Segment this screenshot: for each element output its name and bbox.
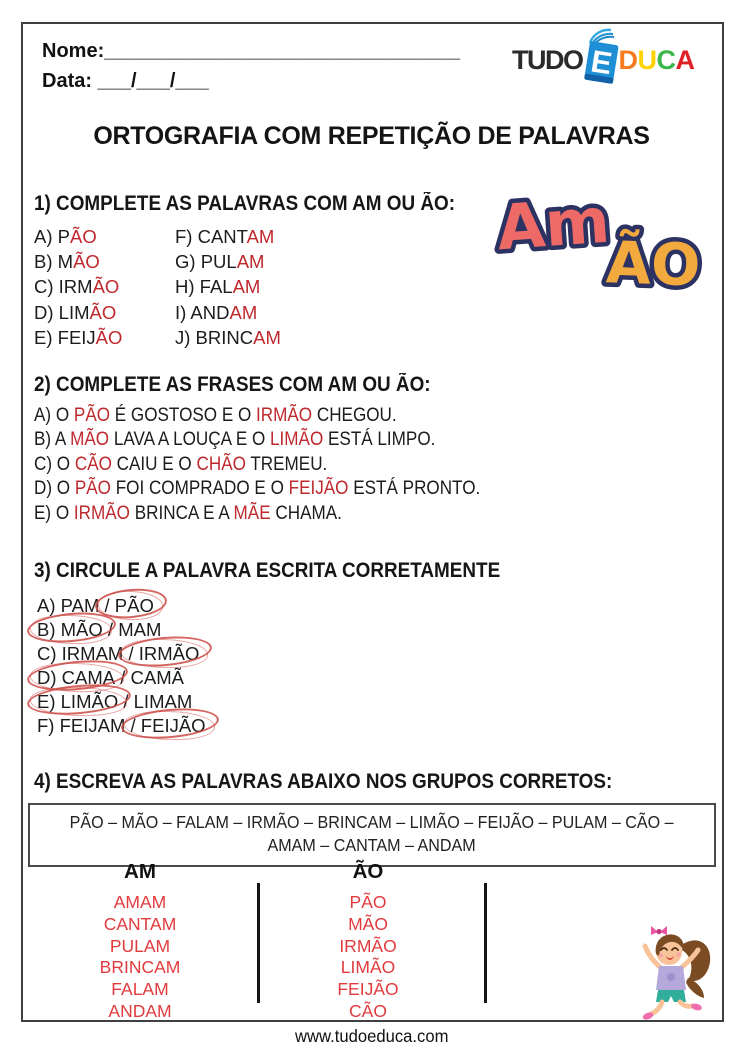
section1-left-column [34, 224, 122, 350]
answer-word: LIMÃO [340, 957, 396, 978]
word-completion-item [175, 274, 281, 299]
sentence-segment: CÃO [74, 453, 112, 475]
sentence-segment: É GOSTOSO E O [110, 405, 257, 426]
sentence-segment: CAIU E O [111, 453, 197, 475]
section3-heading: 3) CIRCULE A PALAVRA ESCRITA CORRETAMENTE [34, 559, 501, 582]
pair-text: A) PAM [37, 595, 105, 616]
answer-word: ANDAM [108, 1000, 172, 1021]
sentence-segment: D) O [34, 478, 75, 500]
website-footer [0, 1026, 743, 1047]
word-ending: AM [232, 276, 261, 298]
word-pair-item [37, 618, 206, 642]
sentence [34, 453, 530, 477]
answer-word: BRINCAM [99, 957, 181, 978]
sentence-segment: FOI COMPRADO E O [110, 478, 289, 500]
logo-letter: U [637, 44, 657, 75]
book-icon [579, 28, 625, 86]
decor-am-text: Am [494, 183, 613, 265]
word-ending: AM [236, 251, 265, 273]
pair-text: / MAM [102, 619, 162, 641]
circled-word: D) CAMA [37, 667, 116, 689]
sentence-text [34, 428, 435, 452]
word-ending: ÃO [92, 276, 120, 298]
group-column-am [55, 860, 225, 1023]
logo-word-duca [619, 45, 695, 76]
logo-letter: A [675, 44, 695, 75]
sentence-segment: PÃO [74, 478, 111, 500]
answer-word: FALAM [111, 979, 169, 1000]
word-stem: F) CANT [175, 226, 247, 247]
answer-word: CANTAM [103, 913, 177, 934]
word-stem: I) AND [175, 301, 230, 323]
group-header: ÃO [352, 860, 384, 883]
word-ending: AM [229, 301, 258, 323]
sentence [34, 502, 530, 526]
name-blank-line: ________________________________ [104, 40, 461, 62]
answer-word: PULAM [109, 935, 171, 956]
sentence-segment: BRINCA E A [129, 502, 234, 524]
word-stem: E) FEIJ [34, 326, 96, 348]
sentence-segment: CHAMA. [270, 502, 342, 524]
circled-word: B) MÃO [37, 619, 103, 641]
pair-text: C) IRMAM [37, 643, 129, 665]
sentence-segment: IRMÃO [256, 405, 313, 426]
logo-book-letter: E [587, 43, 614, 82]
answer-word: MÃO [348, 913, 388, 934]
name-label: Nome: [42, 40, 105, 62]
sentence-segment: LAVA A LOUÇA E O [109, 429, 271, 451]
sentence-segment: TREMEU. [245, 453, 328, 475]
word-stem: B) M [34, 251, 74, 273]
am-ao-decorative-letters [486, 178, 720, 310]
word-stem: J) BRINC [175, 326, 254, 348]
sentence-text [34, 502, 342, 526]
sentence-segment: E) O [34, 502, 74, 524]
section3-word-pairs [37, 594, 206, 739]
sentence-segment: CHÃO [196, 453, 246, 475]
pair-text: / LIMAM [118, 691, 193, 713]
word-completion-item [34, 249, 122, 274]
word-ending: AM [253, 326, 281, 348]
word-bank-text: PÃO – MÃO – FALAM – IRMÃO – BRINCAM – LIMÃO – FEIJÃO – PULAM – CÃO – AMAM – CANTAM – ANDAM [70, 812, 674, 855]
sentence-segment: ESTÁ PRONTO. [348, 478, 481, 500]
logo-letter: C [656, 44, 676, 75]
answer-word: AMAM [113, 892, 167, 912]
word-completion-item [175, 224, 281, 249]
word-ending: ÃO [89, 301, 117, 323]
sentence-segment: B) A [34, 429, 71, 451]
word-stem: D) LIM [34, 301, 90, 323]
decor-ao-text: ÃO [604, 228, 702, 300]
word-completion-item [175, 325, 281, 350]
date-blank-line: ___/___/___ [97, 70, 209, 92]
word-ending: ÃO [73, 251, 100, 273]
group-header: AM [124, 860, 156, 883]
word-pair-item [37, 594, 206, 618]
answer-word: CÃO [349, 1000, 387, 1021]
name-row [42, 36, 460, 66]
sentence-segment: FEIJÃO [288, 478, 349, 500]
word-ending: AM [246, 226, 275, 247]
column-divider-line [484, 883, 487, 1003]
word-completion-item [34, 325, 122, 350]
sentence-segment: MÃE [233, 502, 271, 524]
answer-word: FEIJÃO [337, 979, 399, 1000]
word-stem: C) IRM [34, 276, 93, 298]
word-completion-item [175, 249, 281, 274]
sentence-segment: IRMÃO [73, 502, 130, 524]
footer-url: www.tudoeduca.com [294, 1026, 449, 1046]
circled-word: / FEIJÃO [130, 715, 206, 737]
sentence [34, 404, 530, 428]
word-pair-item [37, 690, 206, 714]
pair-text: F) FEIJAM [37, 715, 131, 737]
answer-word: IRMÃO [339, 935, 397, 956]
sentence [34, 477, 530, 501]
section1-right-column [175, 224, 281, 350]
word-ending: ÃO [69, 226, 97, 247]
section2-heading: 2) COMPLETE AS FRASES COM AM OU ÃO: [34, 373, 431, 396]
word-stem: A) P [34, 226, 70, 247]
tudoeduca-logo [512, 28, 695, 92]
logo-letter: D [618, 44, 638, 75]
word-completion-item [175, 300, 281, 325]
sentence-segment: MÃO [70, 429, 110, 451]
word-ending: ÃO [95, 326, 123, 348]
word-bank-box [28, 803, 716, 867]
word-pair-item [37, 642, 206, 666]
page-title: ORTOGRAFIA COM REPETIÇÃO DE PALAVRAS [93, 122, 650, 150]
section1-heading: 1) COMPLETE AS PALAVRAS COM AM OU ÃO: [34, 192, 456, 215]
section2-sentences [34, 404, 530, 526]
group-column-ao [283, 860, 453, 1023]
section4-heading: 4) ESCREVA AS PALAVRAS ABAIXO NOS GRUPOS CORRETOS: [34, 770, 613, 793]
jumping-girl-illustration [628, 922, 720, 1022]
sentence-segment: ESTÁ LIMPO. [323, 429, 436, 451]
date-row [42, 66, 460, 96]
sentence-segment: C) O [34, 453, 75, 475]
sentence-text [34, 453, 327, 477]
sentence-segment: LIMÃO [270, 429, 324, 451]
word-pair-item [37, 714, 206, 738]
sentence-segment: A) O [34, 405, 74, 426]
sentence-segment: PÃO [73, 405, 111, 426]
sentence-text [34, 477, 480, 501]
word-stem: G) PUL [175, 251, 237, 273]
circled-word: / IRMÃO [128, 643, 200, 665]
logo-word-tudo: TUDO [512, 44, 583, 75]
pair-text: / CAMÃ [115, 667, 184, 689]
date-label: Data: [42, 70, 93, 92]
word-completion-item [34, 300, 122, 325]
answer-word: PÃO [349, 892, 387, 912]
column-divider-line [257, 883, 260, 1003]
circled-word: / PÃO [104, 595, 154, 616]
circled-word: E) LIMÃO [37, 691, 119, 713]
word-completion-item [34, 224, 122, 249]
sentence [34, 428, 530, 452]
sentence-segment: CHEGOU. [312, 405, 397, 426]
word-stem: H) FAL [175, 276, 233, 298]
sentence-text [34, 404, 397, 428]
word-completion-item [34, 274, 122, 299]
word-pair-item [37, 666, 206, 690]
student-info-block [42, 36, 460, 96]
